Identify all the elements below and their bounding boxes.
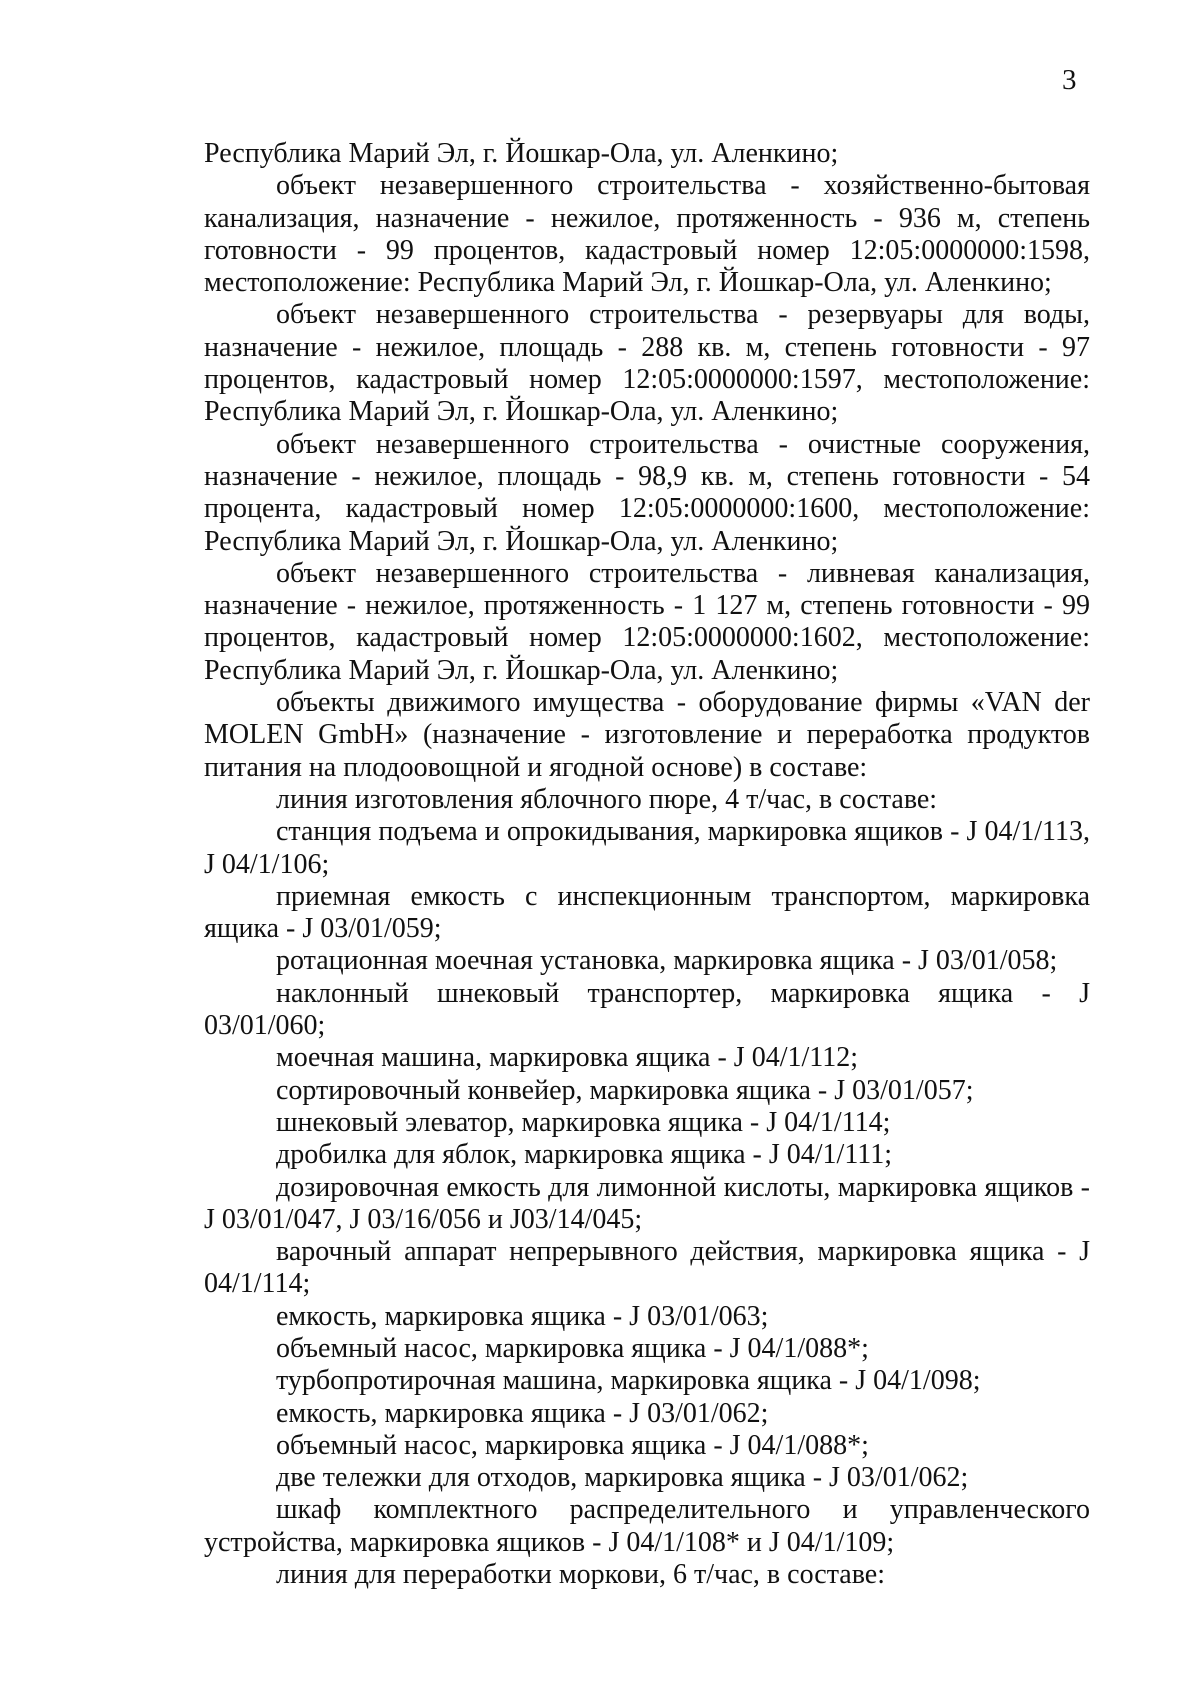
page-number: 3 (1062, 64, 1077, 96)
paragraph: объемный насос, маркировка ящика - J 04/1/088*; (276, 1332, 869, 1364)
paragraph: приемная емкость с инспекционным транспортом, маркировка ящика - J 03/01/059; (204, 880, 1090, 945)
paragraph: объемный насос, маркировка ящика - J 04/1/088*; (276, 1429, 869, 1461)
paragraph: линия изготовления яблочного пюре, 4 т/час, в составе: (276, 783, 938, 815)
paragraph: емкость, маркировка ящика - J 03/01/063; (276, 1300, 769, 1332)
paragraph: шкаф комплектного распределительного и управленческого устройства, маркировка ящиков - J 04/1/108* и J 04/1/109; (204, 1494, 1090, 1558)
paragraph: объект незавершенного строительства - очистные сооружения, назначение - нежилое, площадь - 98,9 кв. м, степень готовности - 54 процента, кадастровый номер 12:05:0000000:1600, местоположение: Республика Марий Эл, г. Йошкар-Ола, ул. Аленкино; (204, 428, 1090, 557)
paragraph: дозировочная емкость для лимонной кислоты, маркировка ящиков - J 03/01/047, J 03/16/056 и J03/14/045; (204, 1171, 1090, 1235)
paragraph: две тележки для отходов, маркировка ящика - J 03/01/062; (276, 1462, 969, 1494)
paragraph: ротационная моечная установка, маркировка ящика - J 03/01/058; (276, 945, 1058, 977)
paragraph: сортировочный конвейер, маркировка ящика - J 03/01/057; (276, 1074, 974, 1106)
paragraph: объект незавершенного строительства - резервуары для воды, назначение - нежилое, площадь - 288 кв. м, степень готовности - 97 процентов, кадастровый номер 12:05:0000000:1597, местоположение: Республика Марий Эл, г. Йошкар-Ола, ул. Аленкино; (204, 299, 1090, 428)
paragraph: варочный аппарат непрерывного действия, маркировка ящика - J 04/1/114; (204, 1236, 1090, 1300)
paragraph: линия для переработки моркови, 6 т/час, в составе: (276, 1559, 885, 1591)
paragraph: дробилка для яблок, маркировка ящика - J 04/1/111; (276, 1139, 893, 1171)
paragraph: станция подъема и опрокидывания, маркировка ящиков - J 04/1/113, J 04/1/106; (204, 816, 1090, 880)
paragraph: моечная машина, маркировка ящика - J 04/1/112; (276, 1042, 858, 1074)
paragraph: объекты движимого имущества - оборудование фирмы «VAN der MOLEN GmbH» (назначение - изготовление и переработка продуктов питания на плодоовощной и ягодной основе) в составе: (204, 687, 1090, 783)
paragraph: турбопротирочная машина, маркировка ящика - J 04/1/098; (276, 1365, 981, 1397)
paragraph: шнековый элеватор, маркировка ящика - J 04/1/114; (276, 1106, 891, 1138)
paragraph: емкость, маркировка ящика - J 03/01/062; (276, 1397, 769, 1429)
paragraph: объект незавершенного строительства - хозяйственно-бытовая канализация, назначение - нежилое, протяженность - 936 м, степень готовности - 99 процентов, кадастровый номер 12:05:0000000:1598, местоположение: Республика Марий Эл, г. Йошкар-Ола, ул. Аленкино; (204, 170, 1090, 299)
document-body (204, 138, 1090, 1591)
paragraph: наклонный шнековый транспортер, маркировка ящика - J 03/01/060; (204, 977, 1090, 1042)
paragraph: объект незавершенного строительства - ливневая канализация, назначение - нежилое, протяженность - 1 127 м, степень готовности - 99 процентов, кадастровый номер 12:05:0000000:1602, местоположение: Республика Марий Эл, г. Йошкар-Ола, ул. Аленкино; (204, 557, 1090, 686)
paragraph: Республика Марий Эл, г. Йошкар-Ола, ул. Аленкино; (204, 138, 839, 169)
